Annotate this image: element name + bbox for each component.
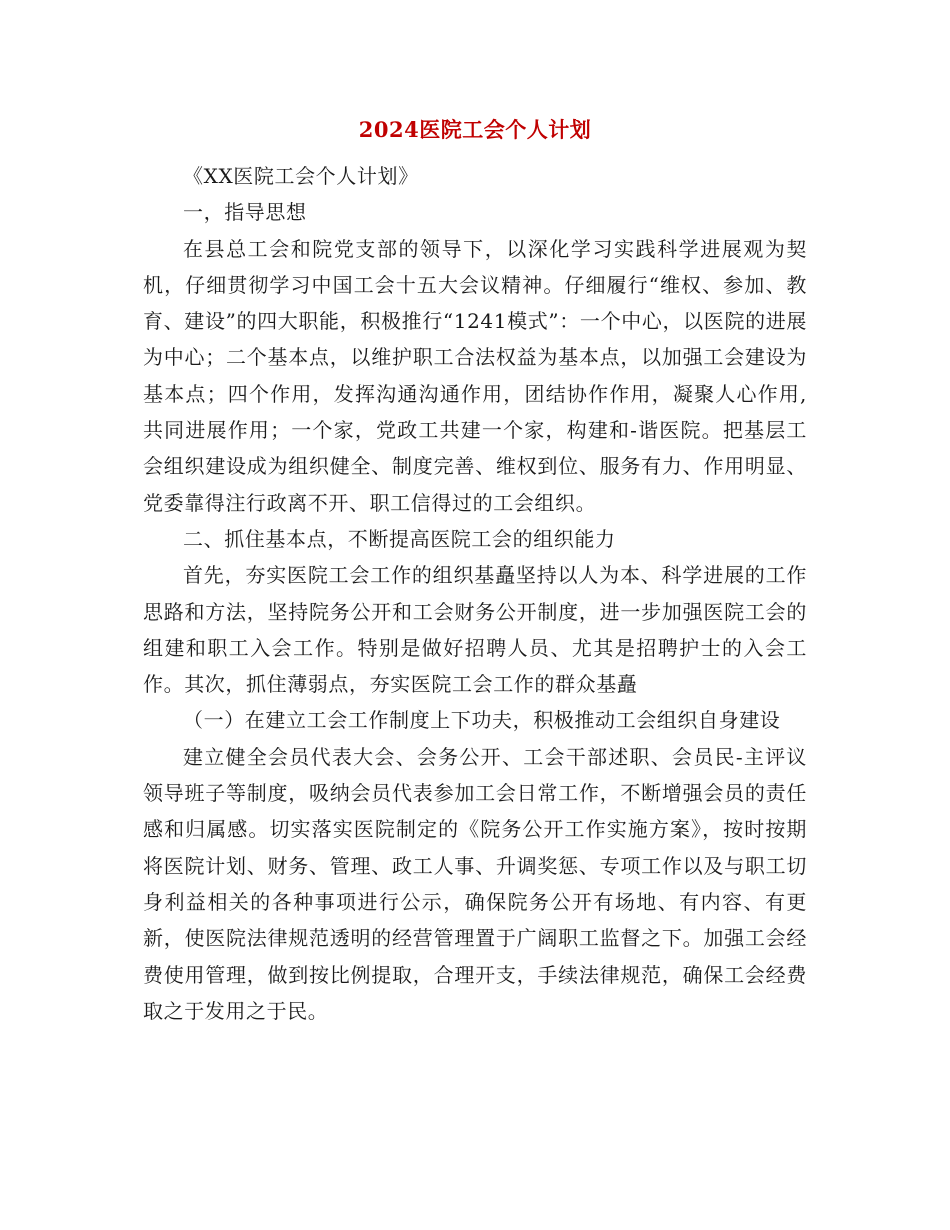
section-heading-guiding-thought: 一，指导思想 (183, 200, 307, 225)
paragraph-basic-points: 首先，夯实医院工会工作的组织基矗坚持以人为本、科学进展的工作思路和方法，坚持院务公开和工会财务公开制度，进一步加强医院工会的组建和职工入会工作。特别是做好招聘人员、尤其是招聘护士的入会工作。其次，抓住薄弱点，夯实医院工会工作的群众基矗 (143, 563, 807, 697)
document-subtitle: 《XX医院工会个人计划》 (183, 164, 419, 188)
document-body (143, 158, 807, 1029)
document-title: 2024医院工会个人计划 (358, 117, 592, 142)
paragraph-work-system: 建立健全会员代表大会、会务公开、工会干部述职、会员民-主评议领导班子等制度，吸纳会员代表参加工会日常工作，不断增强会员的责任感和归属感。切实落实医院制定的《院务公开工作实施方案》，按时按期将医院计划、财务、管理、政工人事、升调奖惩、专项工作以及与职工切身利益相关的各种事项进行公示，确保院务公开有场地、有内容、有更新，使医院法律规范透明的经营管理置于广阔职工监督之下。加强工会经费使用管理，做到按比例提取，合理开支，手续法律规范，确保工会经费取之于发用之于民。 (143, 744, 807, 1023)
section-heading-basic-points: 二、抓住基本点，不断提高医院工会的组织能力 (183, 526, 616, 551)
paragraph-guiding-thought: 在县总工会和院党支部的领导下，以深化学习实践科学进展观为契机，仔细贯彻学习中国工会十五大会议精神。仔细履行“维权、参加、教育、建设”的四大职能，积极推行“1241模式”：一个中心，以医院的进展为中心；二个基本点，以维护职工合法权益为基本点，以加强工会建设为基本点；四个作用，发挥沟通沟通作用，团结协作作用，凝聚人心作用,共同进展作用；一个家，党政工共建一个家，构建和-谐医院。把基层工会组织建设成为组织健全、制度完善、维权到位、服务有力、作用明显、党委靠得注行政离不开、职工信得过的工会组织。 (143, 236, 807, 515)
subsection-heading-work-system: （一）在建立工会工作制度上下功夫，积极推动工会组织自身建设 (183, 708, 781, 733)
